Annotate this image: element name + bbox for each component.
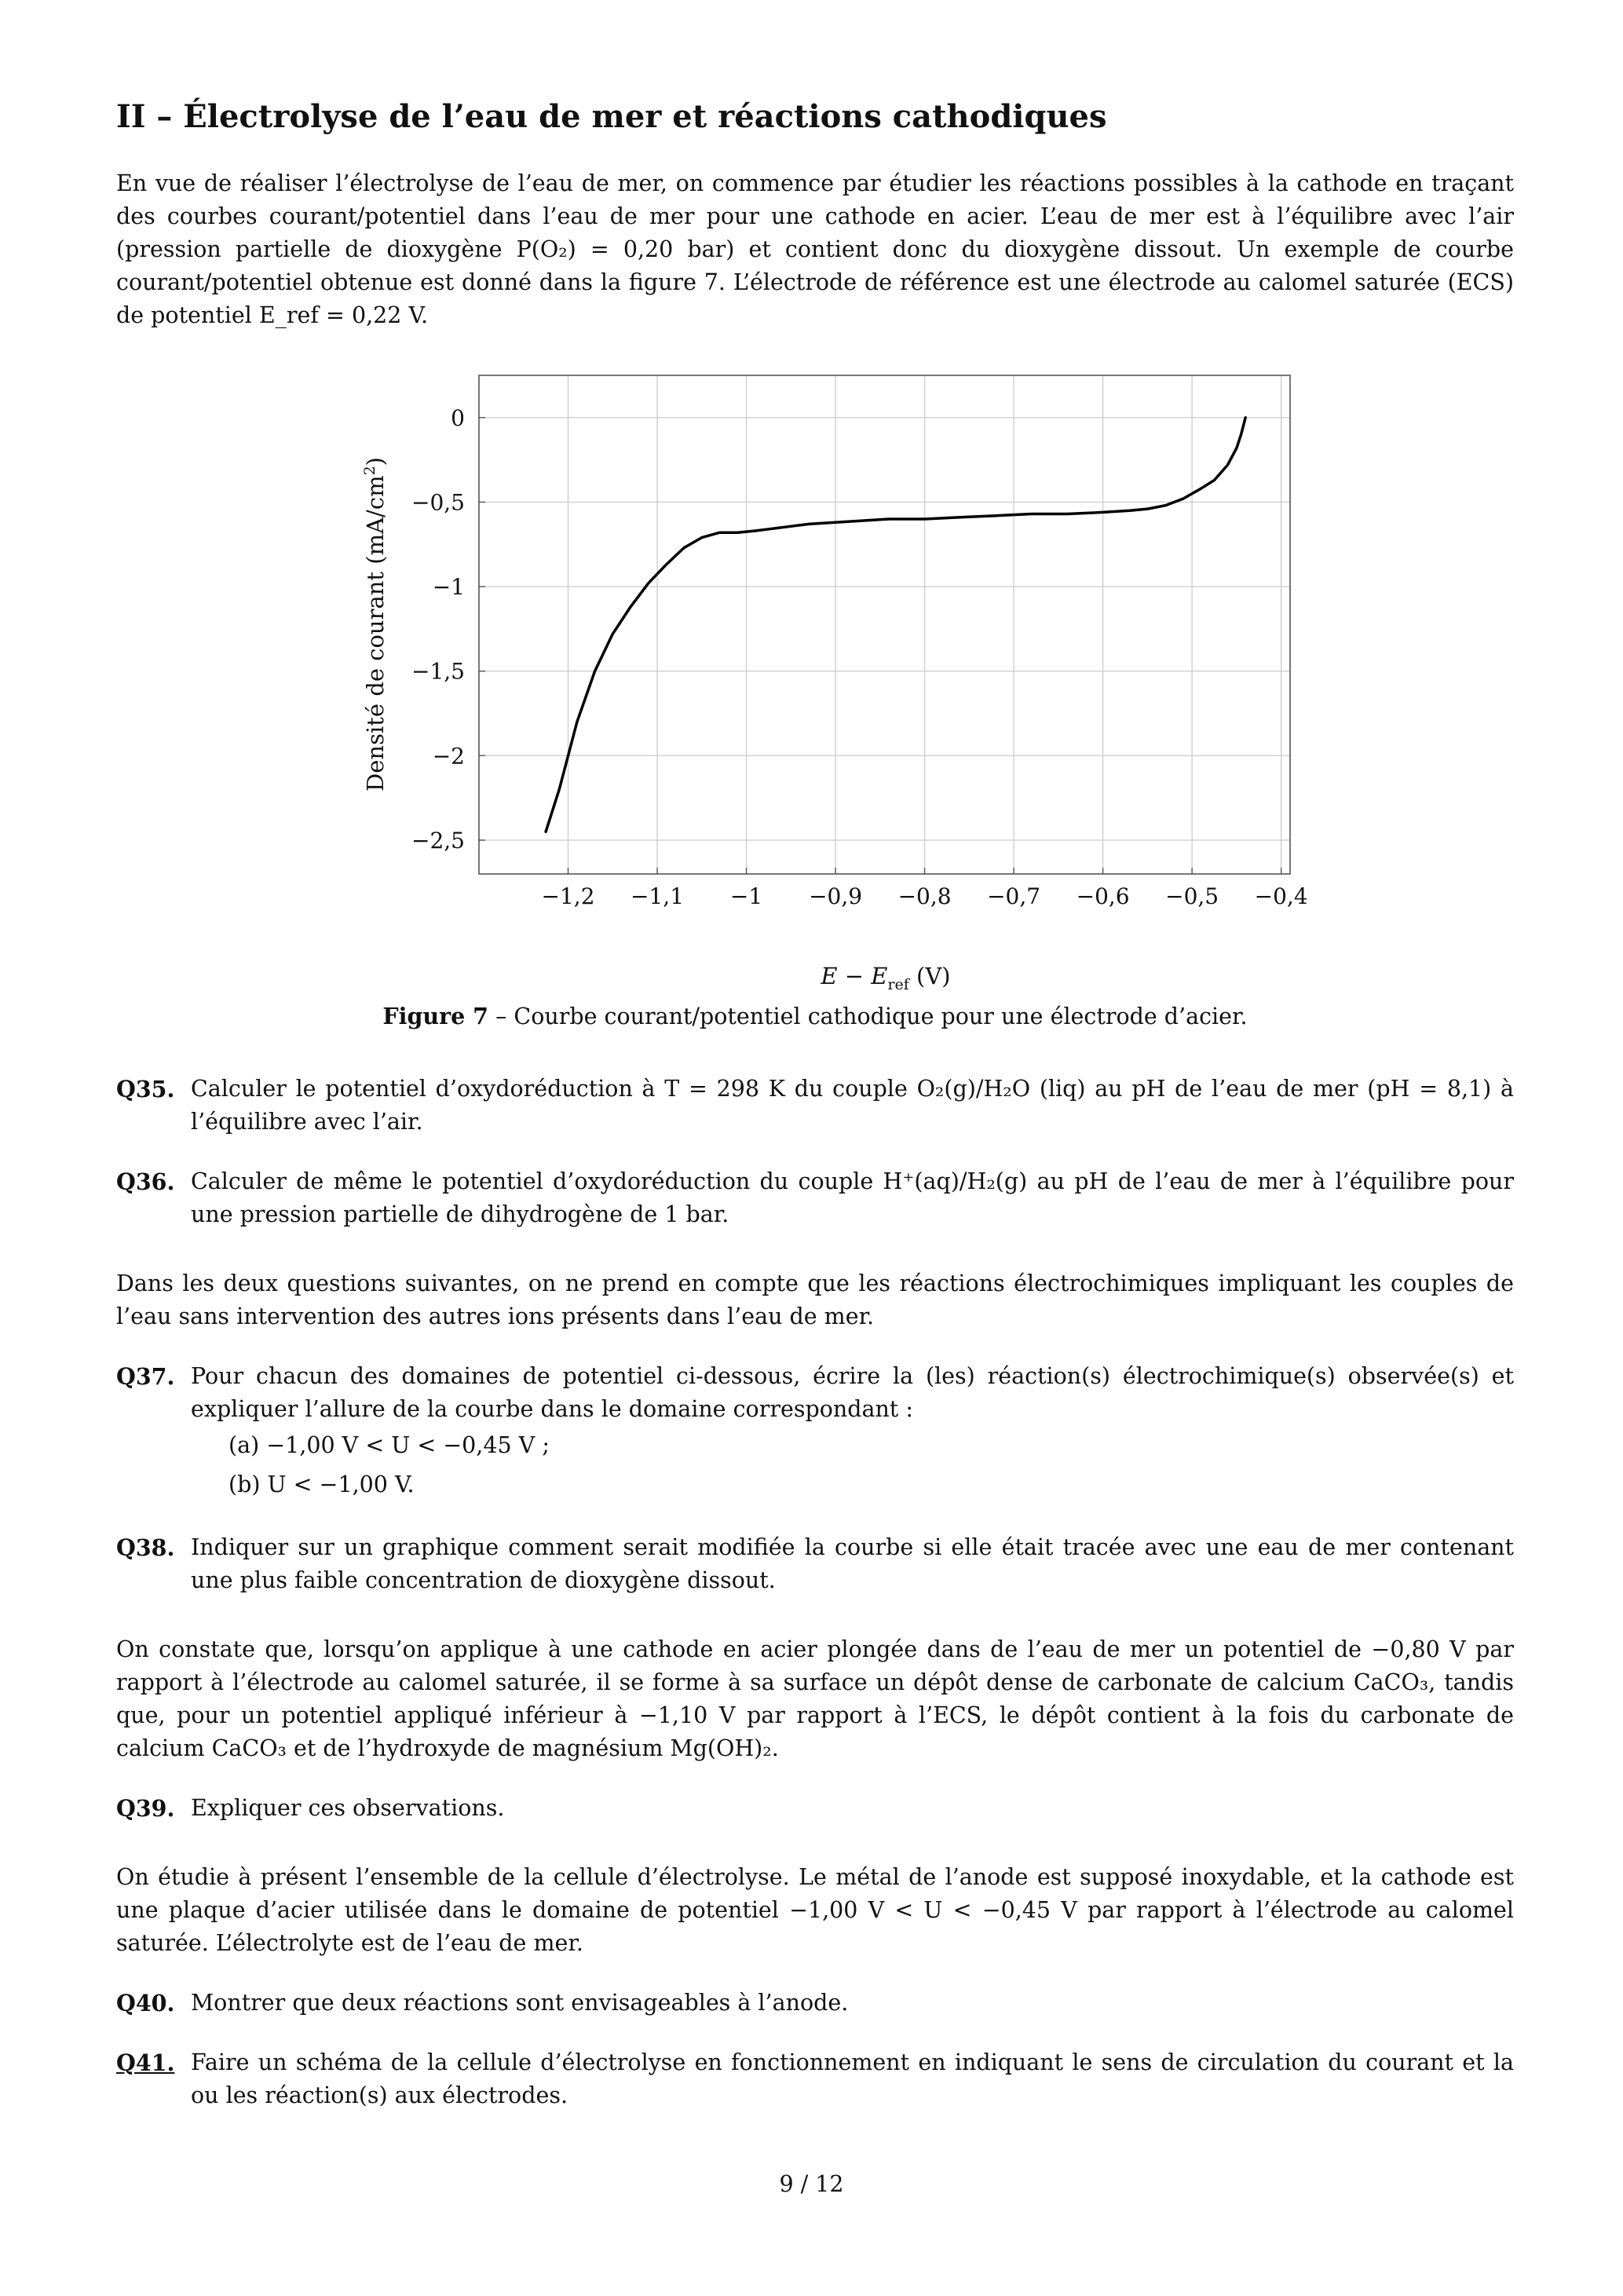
x-tick-label: −0,7 xyxy=(987,883,1041,909)
y-tick-label: 0 xyxy=(451,404,465,431)
question-text: Indiquer sur un graphique comment serait modifiée la courbe si elle était tracée avec une eau de mer contenant une plus faible concentration de dioxygène dissout. xyxy=(191,1534,1514,1593)
current-potential-chart xyxy=(116,364,1514,1000)
y-tick-label: −0,5 xyxy=(411,489,465,516)
y-axis-label: Densité de courant $(mA/cm^2)$ xyxy=(361,457,389,792)
paragraph-3: On constate que, lorsqu’on applique à une cathode en acier plongée dans de l’eau de mer un potentiel de −0,80 V par rapport à l’électrode au calomel saturée, il se forme à sa surface un dépôt dense de carbonate de calcium CaCO₃, tandis que, pour un potentiel appliqué inférieur à −1,10 V par rapport à l’ECS, le dépôt contient à la fois du carbonate de calcium CaCO₃ et de l’hydroxyde de magnésium Mg(OH)₂. xyxy=(116,1636,1514,1761)
question-text: Faire un schéma de la cellule d’électrolyse en fonctionnement en indiquant le sens de circulation du courant et la ou les réaction(s) aux électrodes. xyxy=(191,2049,1514,2108)
intro-paragraph: En vue de réaliser l’électrolyse de l’eau de mer, on commence par étudier les réactions possibles à la cathode en traçant des courbes courant/potentiel dans l’eau de mer pour une cathode en acier. L’eau de mer est à l’équilibre avec l’air (pression partielle de dioxygène P(O₂) = 0,20 bar) et contient donc du dioxygène dissout. Un exemple de courbe courant/potentiel obtenue est donné dans la figure 7. L’électrode de référence est une électrode au calomel saturée (ECS) de potentiel E_ref = 0,22 V. xyxy=(116,170,1514,328)
question-number: Q41. xyxy=(116,2049,175,2076)
question-35 xyxy=(116,1073,1514,1139)
question-41 xyxy=(116,2046,1514,2112)
question-number: Q39. xyxy=(116,1795,175,1822)
x-tick-label: −0,8 xyxy=(897,883,952,909)
question-number: Q35. xyxy=(116,1076,175,1102)
question-number: Q40. xyxy=(116,1990,175,2016)
question-36 xyxy=(116,1165,1514,1231)
y-tick-label: −1 xyxy=(432,574,465,601)
x-tick-label: −1 xyxy=(729,883,763,909)
question-number: Q36. xyxy=(116,1168,175,1195)
question-text: Calculer le potentiel d’oxydoréduction à T = 298 K du couple O₂(g)/H₂O (liq) au pH de l’eau de mer (pH = 8,1) à l’équilibre avec l’air. xyxy=(191,1076,1514,1135)
page-number: 9 / 12 xyxy=(779,2171,844,2197)
curve-line xyxy=(546,418,1245,832)
question-39 xyxy=(116,1792,1514,1825)
question-number: Q37. xyxy=(116,1363,175,1390)
question-37 xyxy=(116,1360,1514,1504)
paragraph-4: On étudie à présent l’ensemble de la cellule d’électrolyse. Le métal de l’anode est supposé inoxydable, et la cathode est une plaque d’acier utilisée dans le domaine de potentiel −1,00 V < U < −0,45 V par rapport à l’électrode au calomel saturée. L’électrolyte est de l’eau de mer. xyxy=(116,1864,1514,1956)
y-tick-label: −1,5 xyxy=(411,658,465,685)
x-tick-label: −1,1 xyxy=(631,883,685,909)
question-text: Pour chacun des domaines de potentiel ci-dessous, écrire la (les) réaction(s) électrochimique(s) observée(s) et expliquer l’allure de la courbe dans le domaine correspondant : xyxy=(191,1363,1514,1422)
question-text: Expliquer ces observations. xyxy=(191,1795,505,1821)
page-content xyxy=(116,98,1514,2139)
x-axis-label: $E - E_{ref}$ (V) xyxy=(821,963,951,993)
x-tick-label: −1,2 xyxy=(541,883,595,909)
x-tick-label: −0,5 xyxy=(1165,883,1219,909)
question-number: Q38. xyxy=(116,1534,175,1561)
x-tick-label: −0,9 xyxy=(809,883,863,909)
x-tick-label: −0,4 xyxy=(1254,883,1308,909)
question-38 xyxy=(116,1531,1514,1597)
question-40 xyxy=(116,1987,1514,2020)
caption-label: Figure 7 xyxy=(382,1003,489,1029)
section-title: II – Électrolyse de l’eau de mer et réactions cathodiques xyxy=(116,98,1107,135)
paragraph-2: Dans les deux questions suivantes, on ne prend en compte que les réactions électrochimiques impliquant les couples de l’eau sans intervention des autres ions présents dans l’eau de mer. xyxy=(116,1270,1514,1329)
caption-text: – Courbe courant/potentiel cathodique pour une électrode d’acier. xyxy=(488,1004,1248,1029)
question-item-b: (b) U < −1,00 V. xyxy=(228,1472,415,1497)
question-text: Calculer de même le potentiel d’oxydoréduction du couple H⁺(aq)/H₂(g) au pH de l’eau de mer à l’équilibre pour une pression partielle de dihydrogène de 1 bar. xyxy=(191,1168,1514,1227)
x-tick-label: −0,6 xyxy=(1076,883,1130,909)
y-tick-label: −2 xyxy=(432,743,465,770)
plot-frame xyxy=(479,375,1290,874)
figure-7 xyxy=(116,364,1514,1000)
question-item-a: (a) −1,00 V < U < −0,45 V ; xyxy=(228,1432,550,1458)
figure-caption xyxy=(116,1000,1514,1033)
y-tick-label: −2,5 xyxy=(411,827,465,854)
question-text: Montrer que deux réactions sont envisageables à l’anode. xyxy=(191,1990,849,2016)
